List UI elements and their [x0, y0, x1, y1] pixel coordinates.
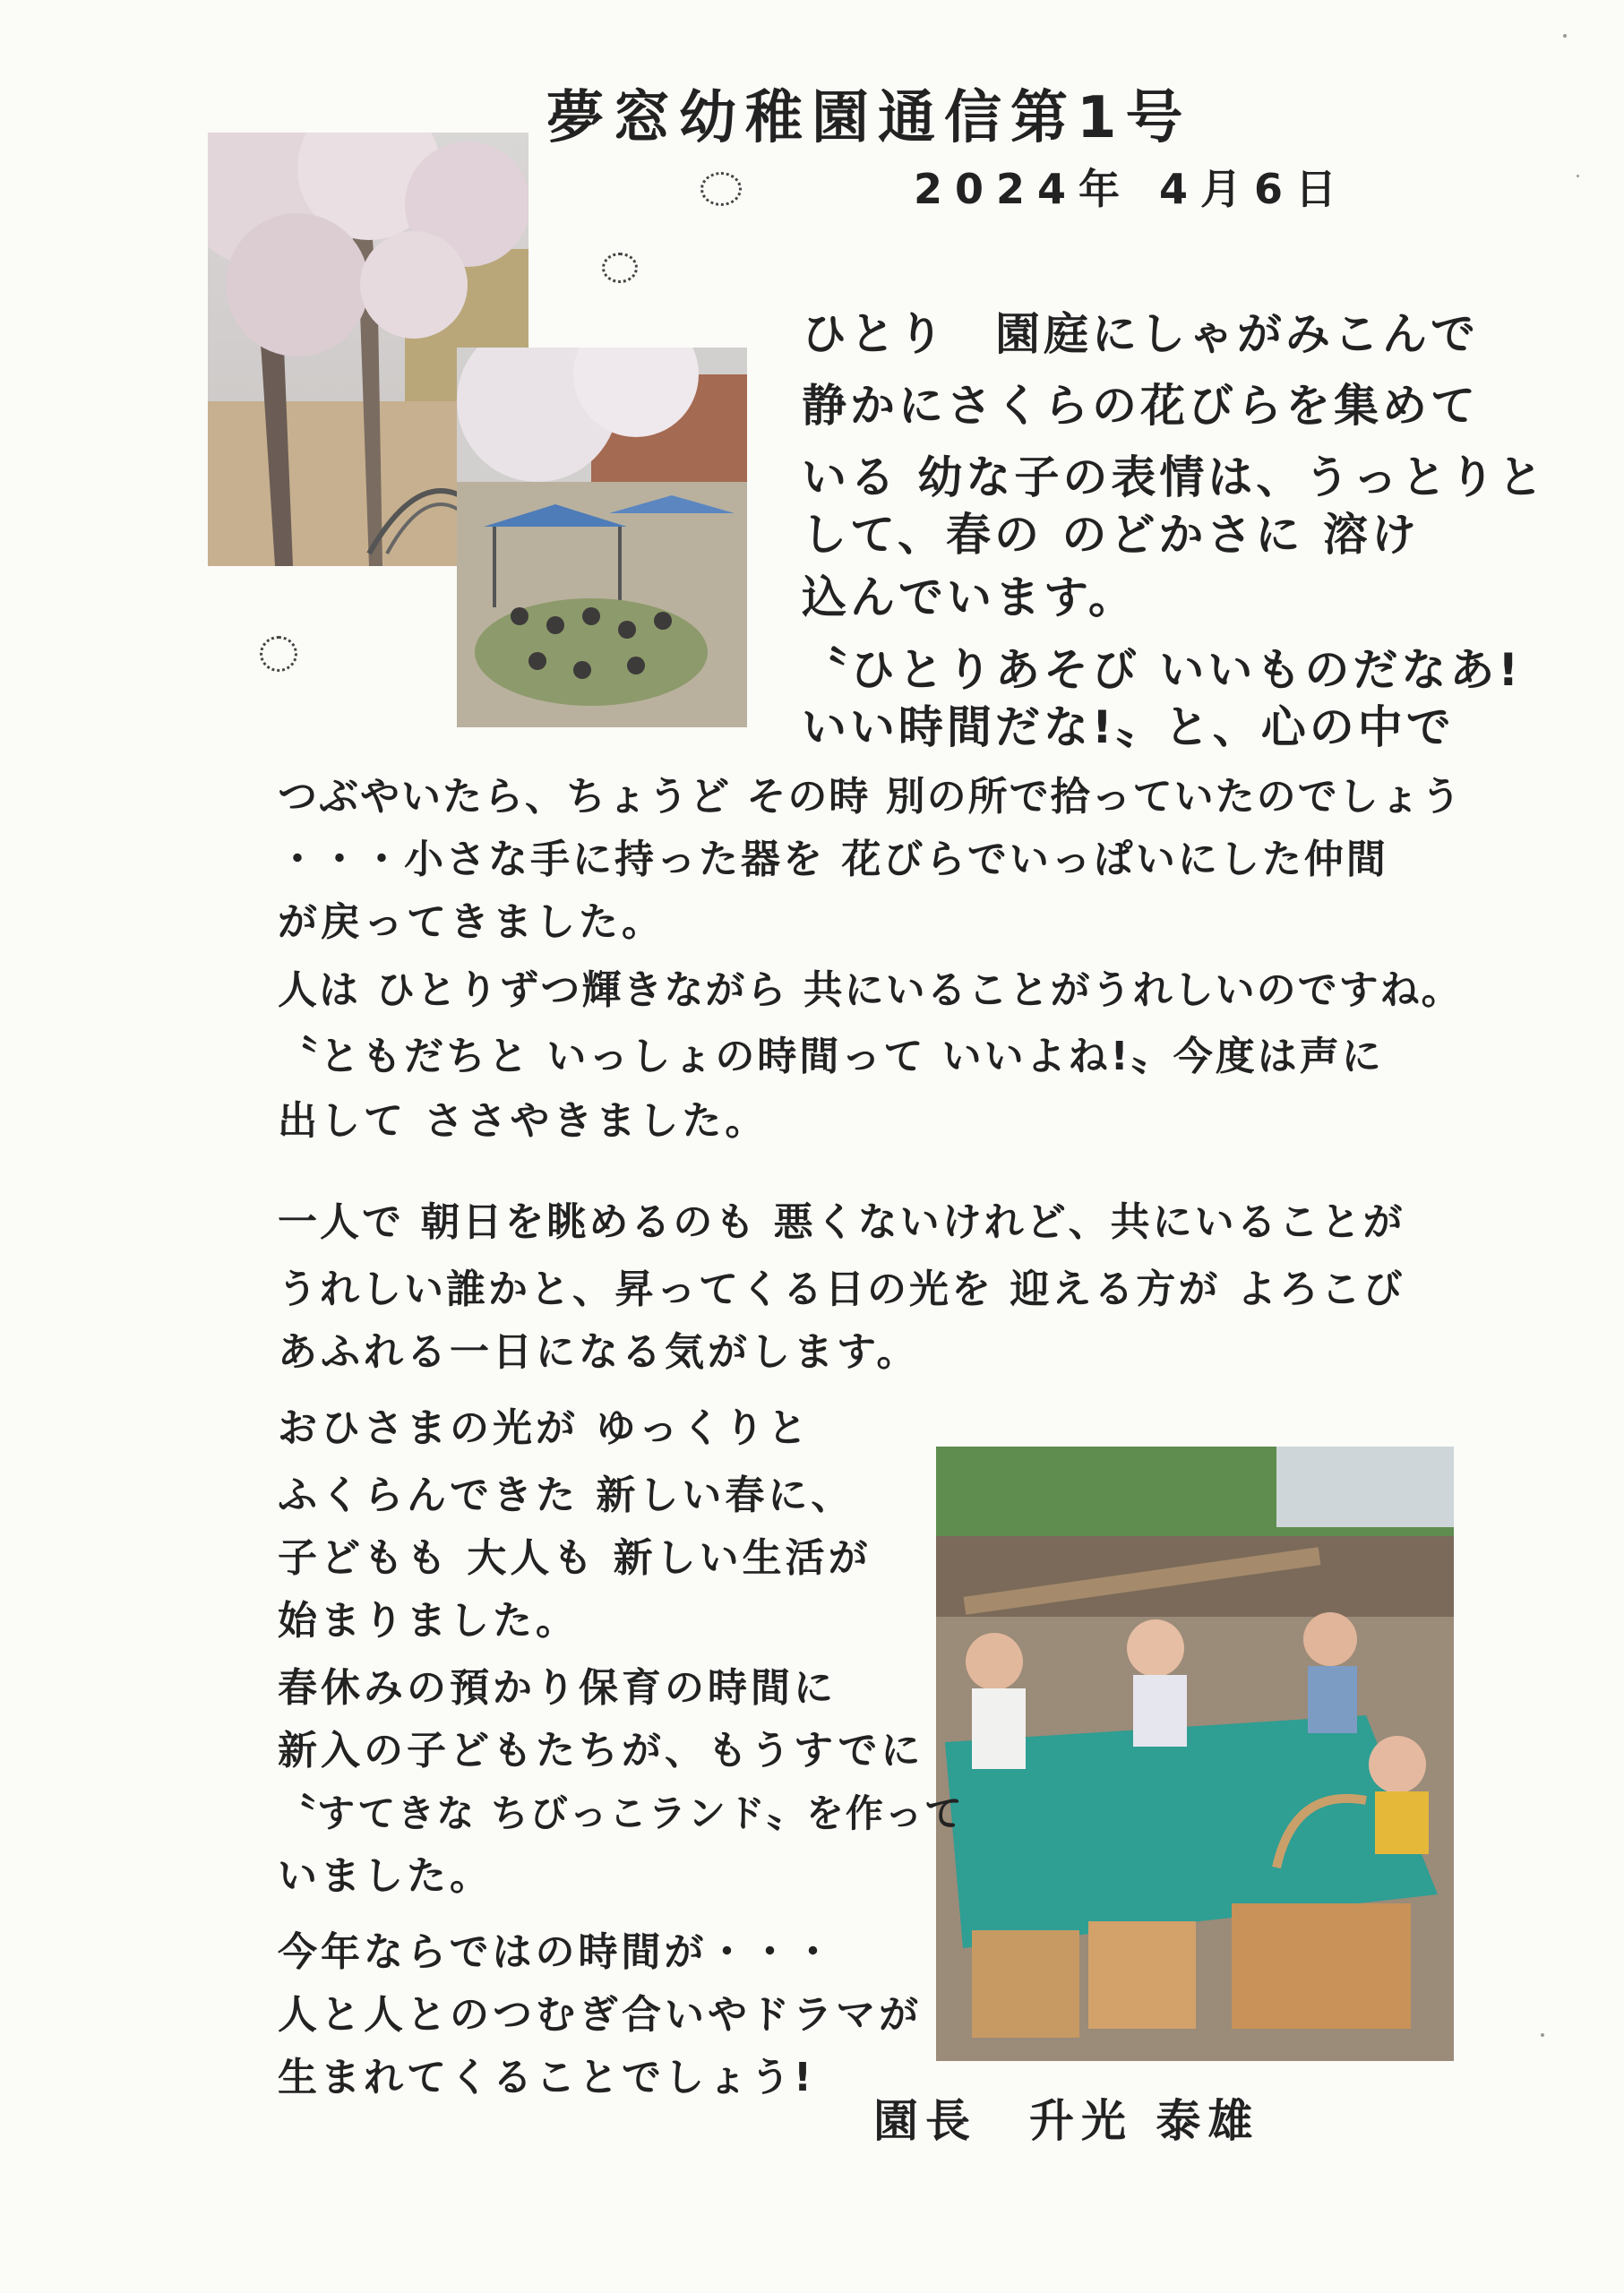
newsletter-title: 夢窓幼稚園通信第1号	[546, 85, 1192, 151]
body-line: 始まりました。	[278, 1598, 579, 1644]
newsletter-date: 2024年 4月6日	[914, 165, 1350, 213]
body-line: 〝ひとりあそび いいものだなあ!	[802, 644, 1523, 696]
dotted-circle-doodle	[260, 636, 297, 672]
body-line: 一人で 朝日を眺めるのも 悪くないけれど、共にいることが	[278, 1199, 1405, 1245]
children-playing-photo	[936, 1447, 1454, 2061]
body-line: して、春の のどかさに 溶け	[802, 509, 1420, 561]
scan-speck	[1563, 34, 1567, 38]
body-line: 〝ともだちと いっしょの時間って いいよね!〟今度は声に	[278, 1034, 1384, 1079]
body-line: ・・・小さな手に持った器を 花びらでいっぱいにした仲間	[278, 837, 1388, 882]
body-line: 込んでいます。	[802, 571, 1137, 623]
dotted-circle-doodle	[602, 253, 638, 283]
body-line: いました。	[278, 1853, 493, 1899]
dotted-circle-doodle	[700, 172, 742, 206]
scan-speck	[1541, 2033, 1544, 2037]
body-line: いい時間だな!〟と、心の中で	[802, 701, 1455, 753]
body-line: ひとり 園庭にしゃがみこんで	[802, 308, 1479, 360]
body-line: 生まれてくることでしょう!	[278, 2055, 816, 2100]
body-line: 春休みの預かり保育の時間に	[278, 1665, 837, 1711]
scan-speck	[1577, 175, 1579, 177]
body-line: つぶやいたら、ちょうど その時 別の所で拾っていたのでしょう	[278, 774, 1463, 820]
body-line: あふれる一日になる気がします。	[278, 1329, 920, 1375]
body-line: 出して ささやきました。	[278, 1098, 769, 1144]
body-line: 人は ひとりずつ輝きながら 共にいることがうれしいのですね。	[278, 967, 1463, 1013]
body-line: 今年ならではの時間が・・・	[278, 1929, 837, 1975]
body-line: おひさまの光が ゆっくりと	[278, 1405, 811, 1451]
principal-signature: 園長 升光 泰雄	[873, 2095, 1260, 2147]
picnic-under-blossoms-photo	[457, 348, 747, 727]
body-line: いる 幼な子の表情は、うっとりと	[802, 451, 1547, 503]
body-line: 子どもも 大人も 新しい生活が	[278, 1535, 872, 1581]
body-line: が戻ってきました。	[278, 899, 665, 945]
body-line: うれしい誰かと、昇ってくる日の光を 迎える方が よろこび	[278, 1267, 1405, 1312]
body-line: 静かにさくらの花びらを集めて	[802, 380, 1479, 432]
body-line: 〝すてきな ちびっこランド〟を作って	[278, 1791, 964, 1835]
body-line: 人と人とのつむぎ合いやドラマが	[278, 1992, 923, 2038]
body-line: 新入の子どもたちが、もうすでに	[278, 1728, 924, 1773]
body-line: ふくらんできた 新しい春に、	[278, 1473, 855, 1518]
